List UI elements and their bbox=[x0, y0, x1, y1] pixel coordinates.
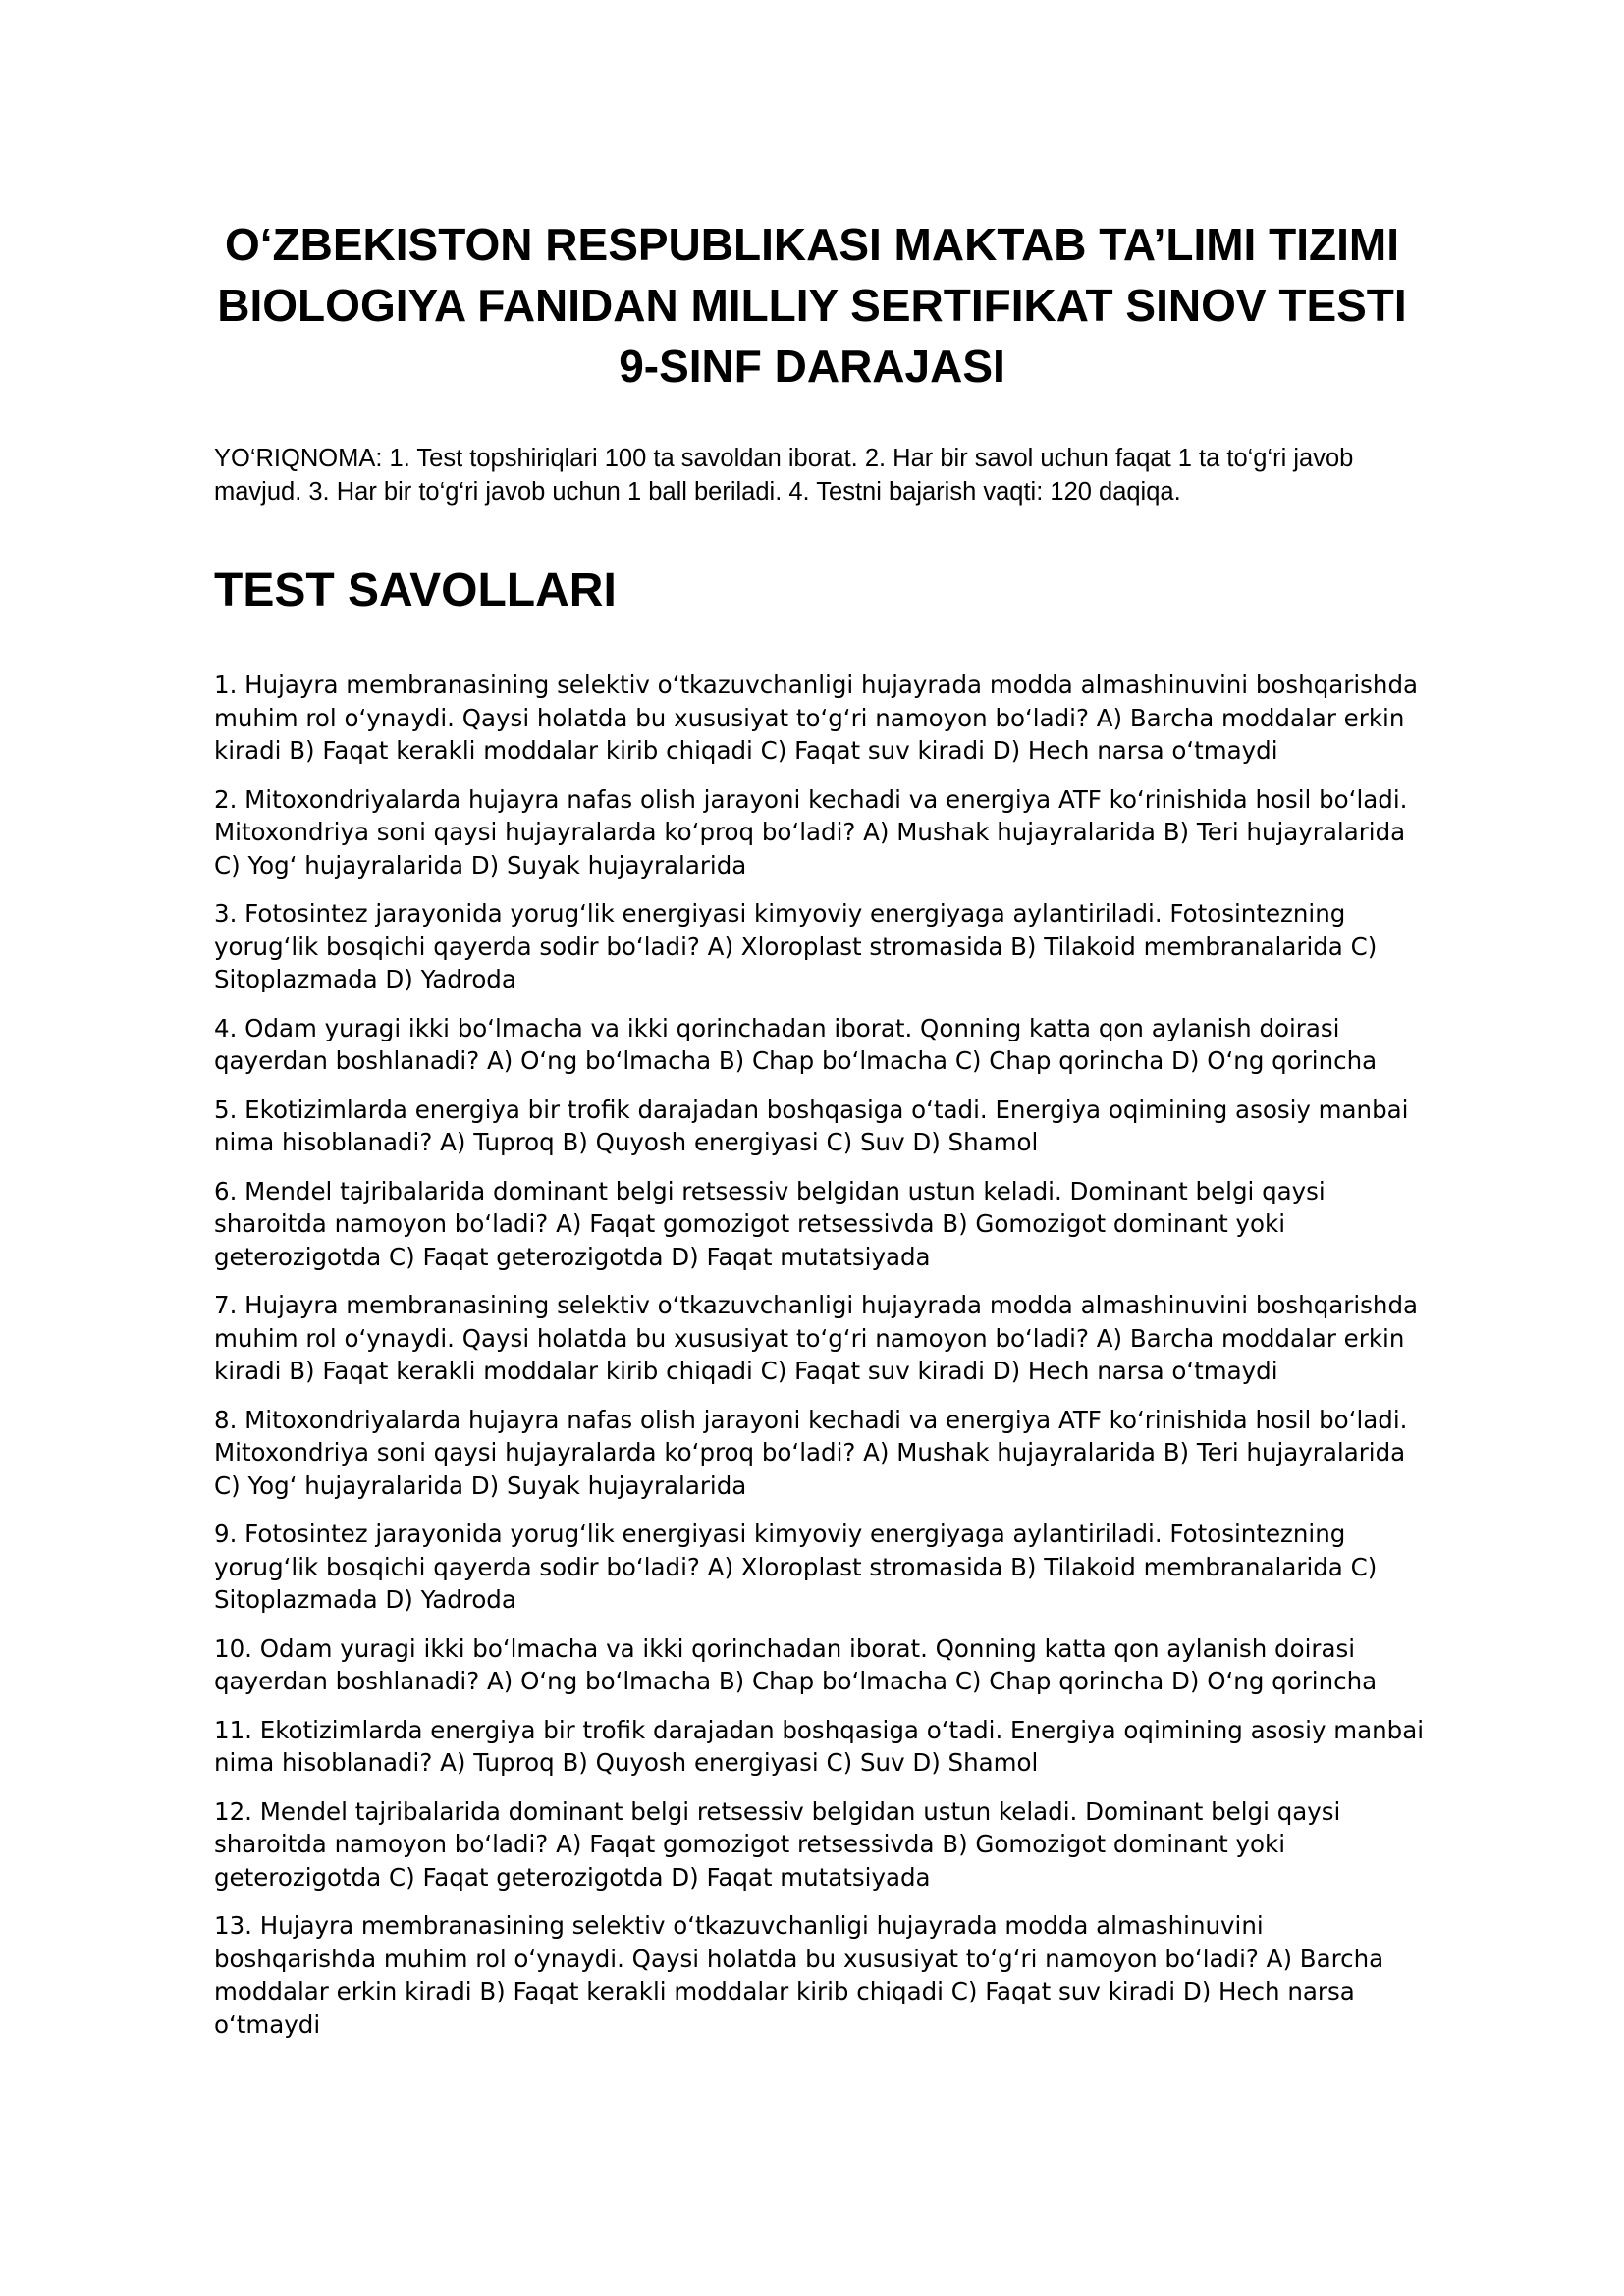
question-list bbox=[214, 668, 1427, 2056]
question-item: 8. Mitoxondriyalarda hujayra nafas olish jarayoni kechadi va energiya ATF ko‘rinishida hosil bo‘ladi. Mitoxondriya soni qaysi hujayralarda ko‘proq bo‘ladi? A) Mushak hujayralarida B) Teri hujayralarida C) Yog‘ hujayralarida D) Suyak hujayralarida bbox=[214, 1405, 1408, 1500]
question-item: 7. Hujayra membranasining selektiv o‘tkazuvchanligi hujayrada modda almashinuvini boshqarishda muhim rol o‘ynaydi. Qaysi holatda bu xususiyat to‘g‘ri namoyon bo‘ladi? A) Barcha moddalar erkin kiradi B) Faqat kerakli moddalar kirib chiqadi C) Faqat suv kiradi D) Hech narsa o‘tmaydi bbox=[214, 1291, 1419, 1385]
question-item: 12. Mendel tajribalarida dominant belgi retsessiv belgidan ustun keladi. Dominant belgi qaysi sharoitda namoyon bo‘ladi? A) Faqat gomozigot retsessivda B) Gomozigot dominant yoki geterozigotda C) Faqat geterozigotda D) Faqat mutatsiyada bbox=[214, 1796, 1341, 1892]
question-item: 11. Ekotizimlarda energiya bir trofik darajadan boshqasiga o‘tadi. Energiya oqimining asosiy manbai nima hisoblanadi? A) Tuproq B) Quyosh energiyasi C) Suv D) Shamol bbox=[214, 1715, 1425, 1777]
question-item: 5. Ekotizimlarda energiya bir trofik darajadan boshqasiga o‘tadi. Energiya oqimining asosiy manbai nima hisoblanadi? A) Tuproq B) Quyosh energiyasi C) Suv D) Shamol bbox=[214, 1095, 1409, 1156]
question-item: 4. Odam yuragi ikki bo‘lmacha va ikki qorinchadan iborat. Qonning katta qon aylanish doirasi qayerdan boshlanadi? A) O‘ng bo‘lmacha B) Chap bo‘lmacha C) Chap qorincha D) O‘ng qorincha bbox=[214, 1013, 1378, 1075]
question-item: 13. Hujayra membranasining selektiv o‘tkazuvchanligi hujayrada modda almashinuvini boshqarishda muhim rol o‘ynaydi. Qaysi holatda bu xususiyat to‘g‘ri namoyon bo‘ladi? A) Barcha moddalar erkin kiradi B) Faqat kerakli moddalar kirib chiqadi C) Faqat suv kiradi D) Hech narsa o‘tmaydi bbox=[214, 1911, 1384, 2039]
question-item: 6. Mendel tajribalarida dominant belgi retsessiv belgidan ustun keladi. Dominant belgi qaysi sharoitda namoyon bo‘ladi? A) Faqat gomozigot retsessivda B) Gomozigot dominant yoki geterozigotda C) Faqat geterozigotda D) Faqat mutatsiyada bbox=[214, 1176, 1326, 1271]
question-item: 9. Fotosintez jarayonida yorug‘lik energiyasi kimyoviy energiyaga aylantiriladi. Fotosintezning yorug‘lik bosqichi qayerda sodir bo‘ladi? A) Xloroplast stromasida B) Tilakoid membranalarida C) Sitoplazmada D) Yadroda bbox=[214, 1520, 1378, 1614]
question-item: 2. Mitoxondriyalarda hujayra nafas olish jarayoni kechadi va energiya ATF ko‘rinishida hosil bo‘ladi. Mitoxondriya soni qaysi hujayralarda ko‘proq bo‘ladi? A) Mushak hujayralarida B) Teri hujayralarida C) Yog‘ hujayralarida D) Suyak hujayralarida bbox=[214, 784, 1408, 880]
section-heading: TEST SAVOLLARI bbox=[214, 564, 617, 616]
question-item: 10. Odam yuragi ikki bo‘lmacha va ikki qorinchadan iborat. Qonning katta qon aylanish doirasi qayerdan boshlanadi? A) O‘ng bo‘lmacha B) Chap bo‘lmacha C) Chap qorincha D) O‘ng qorincha bbox=[214, 1633, 1378, 1695]
instructions-paragraph: YO‘RIQNOMA: 1. Test topshiriqlari 100 ta savoldan iborat. 2. Har bir savol uchun faqat 1 ta to‘g‘ri javob mavjud. 3. Har bir to‘g‘ri javob uchun 1 ball beriladi. 4. Testni bajarish vaqti: 120 daqiqa. bbox=[214, 445, 1354, 506]
document-title: O‘ZBEKISTON RESPUBLIKASI MAKTAB TA’LIMI TIZIMI BIOLOGIYA FANIDAN MILLIY SERTIFIKAT SINOV TESTI 9-SINF DARAJASI bbox=[217, 219, 1407, 392]
question-item: 1. Hujayra membranasining selektiv o‘tkazuvchanligi hujayrada modda almashinuvini boshqarishda muhim rol o‘ynaydi. Qaysi holatda bu xususiyat to‘g‘ri namoyon bo‘ladi? A) Barcha moddalar erkin kiradi B) Faqat kerakli moddalar kirib chiqadi C) Faqat suv kiradi D) Hech narsa o‘tmaydi bbox=[214, 670, 1419, 765]
question-item: 3. Fotosintez jarayonida yorug‘lik energiyasi kimyoviy energiyaga aylantiriladi. Fotosintezning yorug‘lik bosqichi qayerda sodir bo‘ladi? A) Xloroplast stromasida B) Tilakoid membranalarida C) Sitoplazmada D) Yadroda bbox=[214, 899, 1378, 993]
